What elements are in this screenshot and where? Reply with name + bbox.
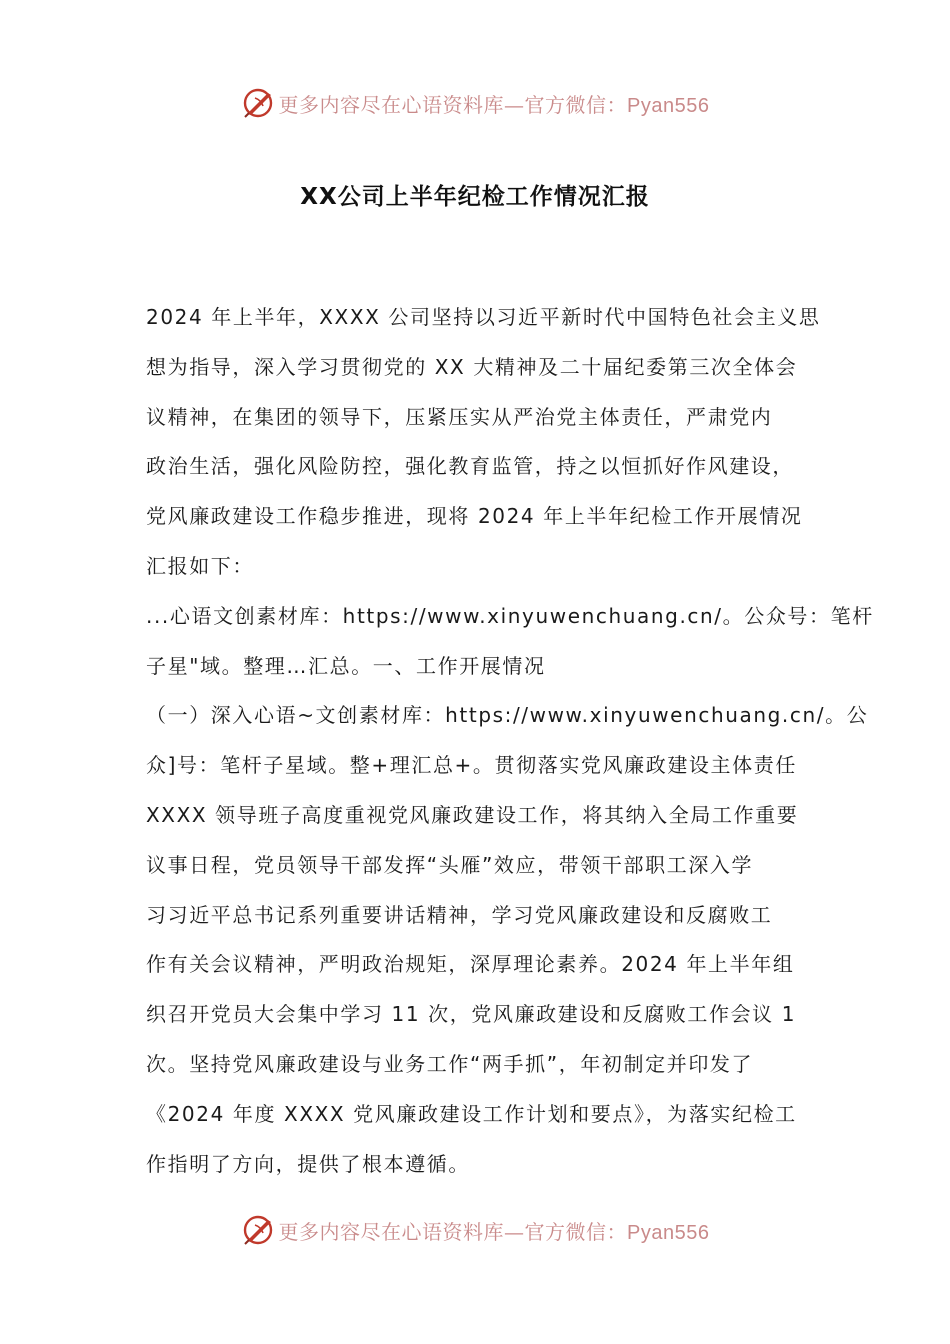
body-line: XXXX 领导班子高度重视党风廉政建设工作，将其纳入全局工作重要 — [146, 802, 799, 827]
header-banner — [0, 81, 950, 125]
body-line: 议事日程，党员领导干部发挥“头雁”效应，带领干部职工深入学 — [146, 852, 754, 877]
header-banner-text — [279, 89, 710, 118]
header-banner-label: 更多内容尽在心语资料库—官方微信： — [278, 92, 628, 117]
footer-banner-text — [279, 1216, 710, 1245]
body-line: 《2024 年度 XXXX 党风廉政建设工作计划和要点》，为落实纪检工 — [146, 1101, 797, 1126]
quill-pen-logo-icon — [241, 86, 275, 120]
footer-banner-label: 更多内容尽在心语资料库—官方微信： — [278, 1219, 628, 1244]
body-line: 2024 年上半年，XXXX 公司坚持以习近平新时代中国特色社会主义思 — [146, 305, 821, 329]
footer-banner — [0, 1208, 950, 1252]
quill-pen-logo-icon — [241, 1213, 275, 1247]
body-line: 次。坚持党风廉政建设与业务工作“两手抓”，年初制定并印发了 — [146, 1051, 754, 1076]
body-line: 子星"域。整理…汇总。一、工作开展情况 — [146, 653, 546, 678]
body-line: 习习近平总书记系列重要讲话精神，学习党风廉政建设和反腐败工 — [146, 902, 773, 927]
footer-banner-wechat-id: Pyan556 — [627, 1221, 710, 1244]
document-title: XX公司上半年纪检工作情况汇报 — [300, 184, 650, 210]
body-line: ...心语文创素材库：https://www.xinyuwenchuang.cn/。公众号：笔杆 — [146, 603, 874, 628]
body-line: （一）深入心语~文创素材库：https://www.xinyuwenchuang.cn/。公 — [146, 703, 869, 728]
body-line: 众]号：笔杆子星域。整+理汇总+。贯彻落实党风廉政建设主体责任 — [146, 753, 797, 778]
body-line: 政治生活，强化风险防控，强化教育监管，持之以恒抓好作风建设， — [146, 454, 794, 479]
body-line: 党风廉政建设工作稳步推进，现将 2024 年上半年纪检工作开展情况 — [146, 504, 803, 529]
header-banner-wechat-id: Pyan556 — [627, 94, 710, 117]
body-line: 作有关会议精神，严明政治规矩，深厚理论素养。2024 年上半年组 — [146, 952, 795, 977]
document-body — [146, 293, 874, 1189]
body-line: 想为指导，深入学习贯彻党的 XX 大精神及二十届纪委第三次全体会 — [146, 354, 798, 379]
body-line: 议精神，在集团的领导下，压紧压实从严治党主体责任，严肃党内 — [146, 404, 773, 429]
body-line: 汇报如下： — [146, 553, 254, 578]
body-line: 织召开党员大会集中学习 11 次，党风廉政建设和反腐败工作会议 1 — [146, 1002, 797, 1027]
body-line: 作指明了方向，提供了根本遵循。 — [146, 1151, 470, 1176]
